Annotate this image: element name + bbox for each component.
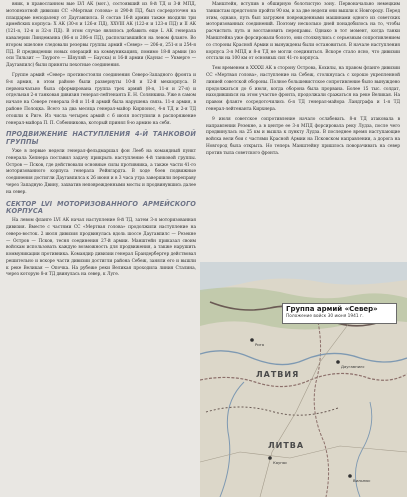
city-marker — [250, 338, 254, 342]
river-line — [200, 351, 407, 365]
section-heading: СЕКТОР LVI МОТОРИЗОВАННОГО АРМЕЙСКОГО КОРПУСА — [6, 199, 196, 215]
body-paragraph: Уже в первые недели генерал-фельдмаршал фон Лееб на командный пункт генерала Хепнера поставил задачу прикрыть наступление 4-й танковой группы. Остров — Псков, где действовали основные силы противника, а также части 41-го моторизованного корпуса генерала Рейнгардта. В ходе боев подвижные соединения достигли Даугавпилса к 26 июня и в 3 часа утра завершили переправу через Западную Двину, захватив неповрежденными мосты и продвинувшись далее на север. — [6, 148, 196, 195]
city-label: Вильнюс — [353, 478, 371, 483]
road-line — [260, 322, 350, 497]
front-line — [206, 407, 338, 415]
river-line — [220, 382, 244, 497]
body-paragraph: Группе армий «Север» противостояли соединения Северо-Западного фронта и 8-я армия, в этом районе были развернуты 10-й и 12-й мехкорпуса. В первоначально была сформирована группа трех армий (8-я, 11-я и 27-я) и отдельная 2-я танковая дивизия генерал-лейтенанта Е. Н. Солянкина. Уже в самом начале на Севере генерала 8-й и 11-й армий была нарушена связь. 11-я армия, в районе Полоцка. Всего за два месяца генерал-майор Кирпонос, 4-я ТД и 2-я ТД отошли к Риге. Из числа четырех армий с 6 июля поступили в распоряжение генерал-майора П. П. Собенникова, который принял 8-ю армию на себя. — [6, 72, 196, 126]
city-label: Рига — [255, 342, 265, 347]
map-title-box — [282, 303, 397, 324]
left-text-column — [6, 2, 196, 282]
body-paragraph: Тем временем в XXXXI АК в сторону Острова, Кохилы, на правом фланге дивизии СС «Мертвая голова», наступление на Себеж, столкнулась с хорошо укрепленной линией советской обороны. Полное большевистское сопротивление было вынуждено продолжаться до 6 июля, когда оборона была прорвана. Более 15 тыс. солдат, находившихся на этом участке фронта, продолжали сражаться на реке Великая. На правом фланге сосредоточились 6-я ТД генерал-майора Ландграфа и 1-я ТД генерал-лейтенанта Кирхнера. — [206, 66, 400, 112]
country-label-lithuania: ЛИТВА — [268, 441, 305, 450]
body-paragraph: вник, в правосланном вые LVI АК (мот.), состоявший из 8-й ТД и 3-й МПД, мотопехотной дивизии СС «Мертвая голова» и 290-й ПД, был сосредоточен на плацдарме неподалеку от Даугавпилса. В состав 16-й армии также входили три армейских корпуса: X АК (30-я и 126-я ПД), XXVIII АК (122-я и 123-я ПД) и II АК (121-я, 12-я и 32-я ПД). В этом случае являлось добавить еще L АК генерала кавалерии Линдеманна (86-я и 206-я ПД), располагавшийся на левом фланге. Во втором эшелоне следовали резервы группы армий «Север» — 206-я, 251-я и 254-я ПД. В предвидении новых операций на коммуникациях, помимо 18-й армии (по оси Тильзит — Тауроге — Шяуляй — Бауска) и 16-й армии (Каунас — Укмерге — Даугавпилс) были приняты пехотные соединения. — [6, 2, 196, 69]
map-subtitle: Положение войск 30 июня 1941 г. — [286, 314, 364, 319]
border-line — [314, 322, 328, 497]
section-heading: ПРОДВИЖЕНИЕ НАСТУПЛЕНИЯ 4-Й ТАНКОВОЙ ГРУППЫ — [6, 130, 196, 146]
body-paragraph: На левом фланге LVI АК начал наступление 8-й ТД, затем 3-я моторизованная дивизия. Вместе с частями СС «Мертвая голова» продолжили наступление на северо-восток. 2 июля дивизия продвинулась вдоль шоссе Даугавпилс — Резекне — Остров — Псков, тесня соединения 27-й армии. Манштейн приказал своим войскам использовать каждую возможность для продвижения, а также нарушить коммуникации противника. Командир дивизии генерал Брандербергер действовал решительно и вскоре части дивизии достигли района Себеж, заняли его и вышли к реке Великая — Опочка. На рубеже реки Великая проходила линия Сталина, через которую 8-я ТД двинулась на север, к Луге. — [6, 218, 196, 278]
city-label: Даугавпилс — [341, 364, 365, 369]
map-title: Группа армий «Север» — [286, 305, 378, 313]
border-line — [200, 373, 407, 386]
city-marker — [268, 456, 272, 460]
body-paragraph: 9 июля советское сопротивление начало ослабевать. 8-я ТД атаковала в направлении Резекне, а в центре ее 3-я МПД форсировала реку Лудза, после чего продвинулась на 25 км и вышла к пункту Лудза. В последнее время наступающие войска вели бои с частями Красной Армии на Псковском направлении, а дорога на Новгород была открыта. Но теперь Манштейну пришлось поворачивать на север против тыла советского фронта. — [206, 116, 400, 156]
map-graphic — [200, 262, 407, 497]
right-text-column — [206, 2, 400, 161]
city-label: Каунас — [273, 460, 288, 465]
city-marker — [348, 474, 352, 478]
military-map — [200, 262, 407, 497]
country-label-latvia: ЛАТВИЯ — [256, 370, 300, 379]
body-paragraph: Манштейн, вступив в обширную болотистую зону. Первоначально немецким танкистам предстояло пройти 90 км, и за две недели они вышли к Новгороду. Перед этим, однако, путь был загружен поврежденными машинами одного из советских моторизованных соединений. Поэтому несколько дней понадобилось на то, чтобы расчистить путь и восстановить переправы. Однако в тот момент, когда танки Манштейна уже форсировали болото, они столкнулись с серьезным сопротивлением со стороны Красной Армии и вынуждены были остановиться. В начале наступления корпуса 3-я МПД и 8-я ТД не могли соединиться. Вскоре стало ясно, что дивизии отстали на 100 км от основных сил 41-го корпуса. — [206, 2, 400, 62]
city-marker — [336, 360, 340, 364]
